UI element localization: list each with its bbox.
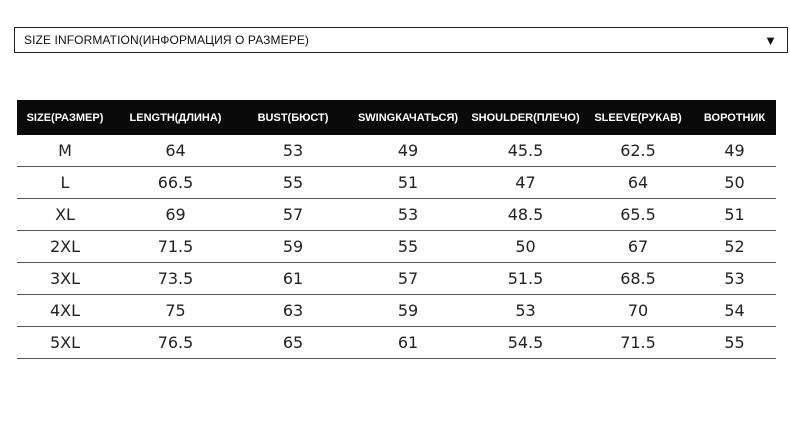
cell-swing: 49 [348,135,468,167]
cell-sleeve: 67 [583,231,693,263]
cell-swing: 59 [348,295,468,327]
cell-bust: 57 [238,199,348,231]
table-row [17,231,776,263]
cell-length: 64 [113,135,238,167]
cell-sleeve: 70 [583,295,693,327]
table-row [17,295,776,327]
cell-sleeve: 64 [583,167,693,199]
header-shoulder: SHOULDER(ПЛЕЧО) [468,100,583,135]
triangle-down-icon[interactable]: ▼ [764,32,777,48]
cell-collar: 53 [693,263,776,295]
table-header-row [17,100,776,135]
cell-size: 4XL [17,295,113,327]
size-chart-table [17,100,776,359]
cell-size: 5XL [17,327,113,359]
header-sleeve: SLEEVE(РУКАВ) [583,100,693,135]
cell-swing: 57 [348,263,468,295]
header-bust: BUST(БЮСТ) [238,100,348,135]
cell-swing: 53 [348,199,468,231]
cell-shoulder: 53 [468,295,583,327]
table-row [17,327,776,359]
cell-collar: 54 [693,295,776,327]
cell-length: 75 [113,295,238,327]
cell-collar: 55 [693,327,776,359]
header-size: SIZE(РАЗМЕР) [17,100,113,135]
header-collar: ВОРОТНИК [693,100,776,135]
cell-shoulder: 51.5 [468,263,583,295]
table-row [17,199,776,231]
table-row [17,167,776,199]
cell-length: 73.5 [113,263,238,295]
cell-sleeve: 65.5 [583,199,693,231]
cell-collar: 51 [693,199,776,231]
cell-length: 69 [113,199,238,231]
cell-sleeve: 71.5 [583,327,693,359]
cell-shoulder: 47 [468,167,583,199]
cell-sleeve: 62.5 [583,135,693,167]
cell-shoulder: 45.5 [468,135,583,167]
cell-swing: 55 [348,231,468,263]
table-row [17,263,776,295]
header-swing: SWINGКАЧАТЬСЯ) [348,100,468,135]
cell-size: 3XL [17,263,113,295]
cell-bust: 59 [238,231,348,263]
cell-bust: 61 [238,263,348,295]
cell-bust: 63 [238,295,348,327]
cell-swing: 51 [348,167,468,199]
cell-sleeve: 68.5 [583,263,693,295]
cell-length: 66.5 [113,167,238,199]
cell-shoulder: 48.5 [468,199,583,231]
table-row [17,135,776,167]
cell-shoulder: 50 [468,231,583,263]
cell-size: M [17,135,113,167]
cell-swing: 61 [348,327,468,359]
cell-bust: 53 [238,135,348,167]
accordion-title: SIZE INFORMATION(ИНФОРМАЦИЯ О РАЗМЕРЕ) [24,33,310,47]
size-information-accordion[interactable] [14,27,788,53]
cell-collar: 52 [693,231,776,263]
cell-size: 2XL [17,231,113,263]
cell-length: 71.5 [113,231,238,263]
header-length: LENGTH(ДЛИНА) [113,100,238,135]
cell-collar: 49 [693,135,776,167]
cell-collar: 50 [693,167,776,199]
cell-bust: 65 [238,327,348,359]
cell-bust: 55 [238,167,348,199]
cell-shoulder: 54.5 [468,327,583,359]
cell-size: L [17,167,113,199]
cell-length: 76.5 [113,327,238,359]
cell-size: XL [17,199,113,231]
